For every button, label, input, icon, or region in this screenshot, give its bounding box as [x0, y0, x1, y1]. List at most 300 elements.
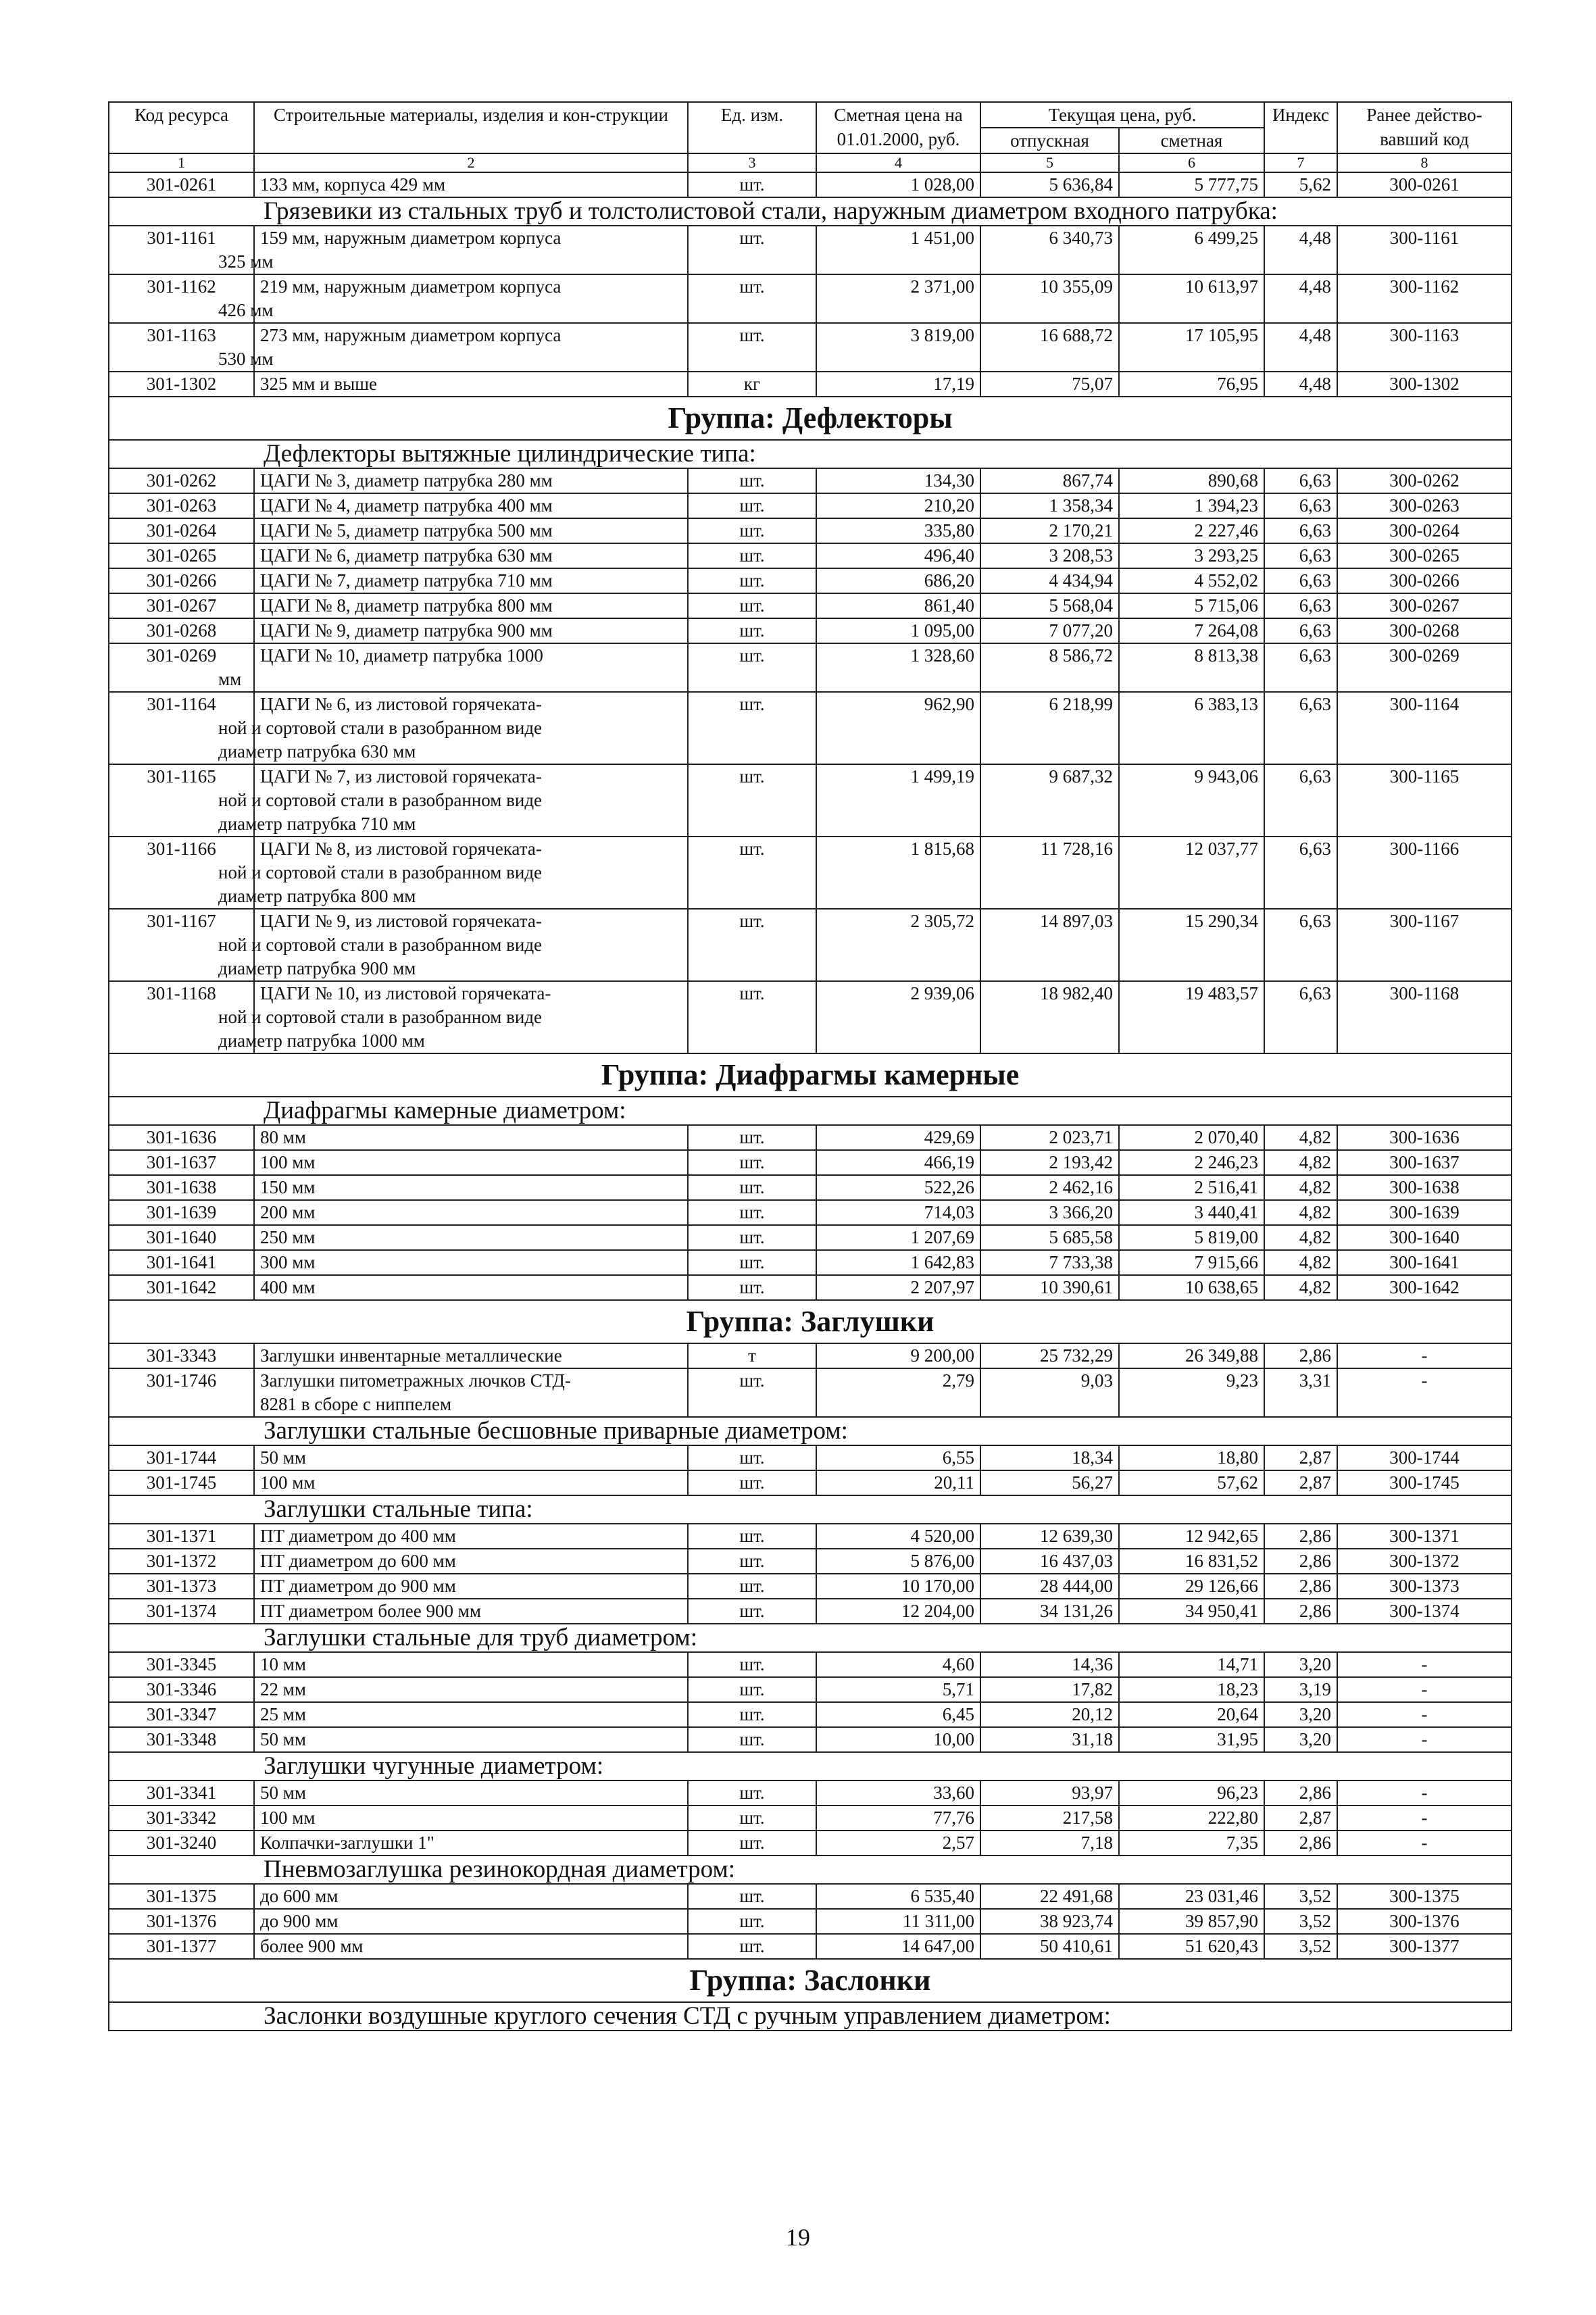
resource-code: 301-0266: [109, 568, 254, 593]
resource-code: 301-1168: [109, 981, 254, 1053]
resource-name-line: 273 мм, наружным диаметром корпуса: [260, 325, 562, 345]
previous-code: 300-1162: [1337, 274, 1512, 323]
estimate-price: 714,03: [816, 1200, 980, 1225]
estimate-current-price: 96,23: [1119, 1781, 1264, 1806]
release-price: 50 410,61: [980, 1934, 1119, 1959]
release-price: 2 462,16: [980, 1175, 1119, 1200]
release-price: 3 366,20: [980, 1200, 1119, 1225]
resource-code: 301-3347: [109, 1702, 254, 1727]
resource-name-line: 22 мм: [260, 1679, 306, 1699]
resource-code: 301-1165: [109, 764, 254, 837]
estimate-current-price: 8 813,38: [1119, 643, 1264, 692]
resource-name: [254, 1934, 688, 1959]
column-number: 6: [1119, 153, 1264, 172]
release-price: 75,07: [980, 372, 1119, 397]
unit: шт.: [688, 274, 816, 323]
header-prev-code: Ранее действо-вавший код: [1337, 102, 1512, 153]
price-index: 2,86: [1264, 1831, 1337, 1856]
previous-code: -: [1337, 1806, 1512, 1831]
resource-name: [254, 1727, 688, 1752]
resource-name: [254, 543, 688, 568]
page-number: 19: [786, 2224, 810, 2251]
release-price: 5 568,04: [980, 593, 1119, 618]
resource-name-line: 530 мм: [218, 349, 274, 369]
price-index: 2,86: [1264, 1549, 1337, 1574]
estimate-price: 14 647,00: [816, 1934, 980, 1959]
resource-name-line: 100 мм: [260, 1152, 316, 1172]
resource-name: [218, 323, 688, 372]
price-index: 2,87: [1264, 1806, 1337, 1831]
resource-name: [254, 1470, 688, 1495]
release-price: 28 444,00: [980, 1574, 1119, 1599]
resource-name: [254, 1200, 688, 1225]
resource-name-line: ПТ диаметром до 900 мм: [260, 1576, 456, 1596]
price-index: 2,87: [1264, 1445, 1337, 1470]
resource-name-line: 400 мм: [260, 1277, 316, 1297]
table-row: [109, 172, 1512, 197]
resource-name-line: 25 мм: [260, 1704, 306, 1724]
resource-code: 301-1163: [109, 323, 254, 372]
release-price: 20,12: [980, 1702, 1119, 1727]
resource-name-line: ЦАГИ № 6, из листовой горячеката-: [260, 694, 542, 714]
unit: шт.: [688, 692, 816, 764]
subgroup-title: Заглушки стальные типа:: [109, 1495, 1512, 1524]
resource-name-line: 200 мм: [260, 1202, 316, 1222]
subgroup-title: Пневмозаглушка резинокордная диаметром:: [109, 1856, 1512, 1884]
unit: шт.: [688, 618, 816, 643]
resource-name-line: ной и сортовой стали в разобранном виде: [218, 790, 543, 810]
estimate-current-price: 34 950,41: [1119, 1599, 1264, 1624]
resource-name-line: ЦАГИ № 4, диаметр патрубка 400 мм: [260, 495, 553, 516]
unit: шт.: [688, 593, 816, 618]
resource-name-line: ЦАГИ № 9, из листовой горячеката-: [260, 911, 542, 931]
column-number: 7: [1264, 153, 1337, 172]
price-index: 6,63: [1264, 837, 1337, 909]
table-row: [109, 1175, 1512, 1200]
resource-name-line: ной и сортовой стали в разобранном виде: [218, 1007, 543, 1027]
table-row: [109, 493, 1512, 518]
table-row: [109, 543, 1512, 568]
resource-code: 301-1636: [109, 1125, 254, 1150]
table-row: [109, 593, 1512, 618]
unit: шт.: [688, 909, 816, 981]
estimate-price: 3 819,00: [816, 323, 980, 372]
previous-code: -: [1337, 1652, 1512, 1677]
release-price: 25 732,29: [980, 1343, 1119, 1368]
column-number: 4: [816, 153, 980, 172]
resource-name: [254, 1125, 688, 1150]
release-price: 12 639,30: [980, 1524, 1119, 1549]
resource-name-line: ПТ диаметром более 900 мм: [260, 1601, 481, 1621]
resource-name: [254, 1806, 688, 1831]
estimate-price: 4 520,00: [816, 1524, 980, 1549]
estimate-current-price: 2 227,46: [1119, 518, 1264, 543]
resource-name-line: до 600 мм: [260, 1886, 339, 1906]
resource-name: [254, 1150, 688, 1175]
release-price: 18,34: [980, 1445, 1119, 1470]
resource-code: 301-3345: [109, 1652, 254, 1677]
release-price: 2 170,21: [980, 518, 1119, 543]
unit: шт.: [688, 1677, 816, 1702]
release-price: 10 355,09: [980, 274, 1119, 323]
resource-code: 301-3343: [109, 1343, 254, 1368]
previous-code: 300-0269: [1337, 643, 1512, 692]
estimate-price: 335,80: [816, 518, 980, 543]
subgroup-header-row: [109, 1856, 1512, 1884]
resource-name-line: ЦАГИ № 3, диаметр патрубка 280 мм: [260, 470, 553, 491]
price-table-page: [108, 101, 1511, 2031]
resource-name-line: Заглушки инвентарные металлические: [260, 1345, 562, 1366]
estimate-current-price: 5 819,00: [1119, 1225, 1264, 1250]
resource-name: [254, 1831, 688, 1856]
price-index: 3,31: [1264, 1368, 1337, 1417]
estimate-price: 17,19: [816, 372, 980, 397]
release-price: 16 437,03: [980, 1549, 1119, 1574]
price-index: 2,86: [1264, 1781, 1337, 1806]
table-row: [109, 1250, 1512, 1275]
resource-name-line: ЦАГИ № 9, диаметр патрубка 900 мм: [260, 620, 553, 641]
resource-code: 301-3346: [109, 1677, 254, 1702]
group-header-row: [109, 1300, 1512, 1343]
estimate-current-price: 51 620,43: [1119, 1934, 1264, 1959]
table-row: [109, 1225, 1512, 1250]
resource-name-line: 325 мм и выше: [260, 374, 378, 394]
estimate-current-price: 23 031,46: [1119, 1884, 1264, 1909]
estimate-current-price: 3 440,41: [1119, 1200, 1264, 1225]
table-row: [109, 1368, 1512, 1417]
resource-code: 301-1374: [109, 1599, 254, 1624]
unit: шт.: [688, 1727, 816, 1752]
unit: шт.: [688, 1831, 816, 1856]
estimate-current-price: 5 715,06: [1119, 593, 1264, 618]
resource-name: [254, 1702, 688, 1727]
release-price: 2 193,42: [980, 1150, 1119, 1175]
unit: шт.: [688, 172, 816, 197]
table-row: [109, 1599, 1512, 1624]
resource-code: 301-0267: [109, 593, 254, 618]
estimate-current-price: 12 037,77: [1119, 837, 1264, 909]
release-price: 8 586,72: [980, 643, 1119, 692]
release-price: 17,82: [980, 1677, 1119, 1702]
unit: шт.: [688, 1125, 816, 1150]
resource-name-line: ЦАГИ № 8, диаметр патрубка 800 мм: [260, 595, 553, 616]
previous-code: 300-1641: [1337, 1250, 1512, 1275]
table-row: [109, 1343, 1512, 1368]
release-price: 7 733,38: [980, 1250, 1119, 1275]
estimate-price: 1 095,00: [816, 618, 980, 643]
resource-name: [254, 1175, 688, 1200]
resource-name-line: 10 мм: [260, 1654, 306, 1674]
unit: шт.: [688, 1250, 816, 1275]
estimate-price: 1 451,00: [816, 226, 980, 274]
release-price: 14 897,03: [980, 909, 1119, 981]
resource-name-line: 50 мм: [260, 1729, 306, 1749]
resource-name: [254, 593, 688, 618]
estimate-current-price: 7 915,66: [1119, 1250, 1264, 1275]
resource-name: [254, 1652, 688, 1677]
subgroup-title: Диафрагмы камерные диаметром:: [109, 1097, 1512, 1125]
estimate-price: 861,40: [816, 593, 980, 618]
resource-name-line: 159 мм, наружным диаметром корпуса: [260, 228, 562, 248]
header-estimate-price: Сметная цена на 01.01.2000, руб.: [816, 102, 980, 153]
group-title: Группа: Диафрагмы камерные: [109, 1053, 1512, 1097]
group-header-row: [109, 1959, 1512, 2002]
resource-name-line: ной и сортовой стали в разобранном виде: [218, 862, 543, 882]
resource-name: [254, 1884, 688, 1909]
unit: шт.: [688, 493, 816, 518]
resource-name: [254, 172, 688, 197]
price-index: 6,63: [1264, 518, 1337, 543]
resource-code: 301-0262: [109, 468, 254, 493]
resource-name: [254, 1524, 688, 1549]
unit: шт.: [688, 518, 816, 543]
table-row: [109, 568, 1512, 593]
resource-name: [218, 764, 688, 837]
estimate-current-price: 18,23: [1119, 1677, 1264, 1702]
resource-code: 301-3342: [109, 1806, 254, 1831]
price-index: 4,48: [1264, 372, 1337, 397]
unit: шт.: [688, 1175, 816, 1200]
header-estimate-current: сметная: [1119, 128, 1264, 153]
estimate-current-price: 2 070,40: [1119, 1125, 1264, 1150]
unit: шт.: [688, 1884, 816, 1909]
resource-name: [254, 372, 688, 397]
estimate-price: 1 028,00: [816, 172, 980, 197]
estimate-price: 6,45: [816, 1702, 980, 1727]
column-number: 2: [254, 153, 688, 172]
resource-code: 301-1164: [109, 692, 254, 764]
price-index: 6,63: [1264, 643, 1337, 692]
table-row: [109, 618, 1512, 643]
price-index: 2,86: [1264, 1524, 1337, 1549]
resource-code: 301-1167: [109, 909, 254, 981]
estimate-current-price: 1 394,23: [1119, 493, 1264, 518]
estimate-current-price: 5 777,75: [1119, 172, 1264, 197]
estimate-current-price: 14,71: [1119, 1652, 1264, 1677]
resource-name-line: ЦАГИ № 10, диаметр патрубка 1000: [260, 645, 543, 666]
previous-code: 300-1166: [1337, 837, 1512, 909]
header-index: Индекс: [1264, 102, 1337, 153]
table-row: [109, 1524, 1512, 1549]
previous-code: 300-1168: [1337, 981, 1512, 1053]
unit: шт.: [688, 568, 816, 593]
resource-code: 301-1161: [109, 226, 254, 274]
release-price: 22 491,68: [980, 1884, 1119, 1909]
previous-code: 300-1167: [1337, 909, 1512, 981]
estimate-current-price: 16 831,52: [1119, 1549, 1264, 1574]
estimate-price: 20,11: [816, 1470, 980, 1495]
estimate-price: 9 200,00: [816, 1343, 980, 1368]
table-row: [109, 1549, 1512, 1574]
unit: шт.: [688, 981, 816, 1053]
previous-code: -: [1337, 1677, 1512, 1702]
unit: шт.: [688, 468, 816, 493]
estimate-price: 10 170,00: [816, 1574, 980, 1599]
estimate-price: 1 328,60: [816, 643, 980, 692]
subgroup-header-row: [109, 1495, 1512, 1524]
resource-name-line: 325 мм: [218, 251, 274, 272]
resource-code: 301-1373: [109, 1574, 254, 1599]
estimate-current-price: 29 126,66: [1119, 1574, 1264, 1599]
previous-code: 300-1745: [1337, 1470, 1512, 1495]
resource-code: 301-3341: [109, 1781, 254, 1806]
subgroup-title: Дефлекторы вытяжные цилиндрические типа:: [109, 440, 1512, 468]
resource-code: 301-0264: [109, 518, 254, 543]
price-index: 2,86: [1264, 1574, 1337, 1599]
table-row: [109, 909, 1512, 981]
estimate-price: 1 815,68: [816, 837, 980, 909]
estimate-price: 496,40: [816, 543, 980, 568]
previous-code: -: [1337, 1727, 1512, 1752]
resource-name: [254, 1677, 688, 1702]
unit: шт.: [688, 1524, 816, 1549]
release-price: 18 982,40: [980, 981, 1119, 1053]
price-index: 4,48: [1264, 226, 1337, 274]
estimate-price: 686,20: [816, 568, 980, 593]
estimate-current-price: 20,64: [1119, 1702, 1264, 1727]
resource-code: 301-0269: [109, 643, 254, 692]
resource-name: [254, 1275, 688, 1300]
release-price: 9 687,32: [980, 764, 1119, 837]
previous-code: 300-1744: [1337, 1445, 1512, 1470]
estimate-price: 2,57: [816, 1831, 980, 1856]
unit: шт.: [688, 837, 816, 909]
previous-code: 300-1163: [1337, 323, 1512, 372]
release-price: 6 218,99: [980, 692, 1119, 764]
unit: шт.: [688, 1445, 816, 1470]
resource-name-line: 100 мм: [260, 1472, 316, 1493]
price-index: 6,63: [1264, 568, 1337, 593]
resource-code: 301-1640: [109, 1225, 254, 1250]
resource-name-line: Заглушки питометражных лючков СТД-: [260, 1370, 571, 1391]
resource-name: [218, 837, 688, 909]
estimate-price: 10,00: [816, 1727, 980, 1752]
subgroup-header-row: [109, 1417, 1512, 1445]
table-row: [109, 1909, 1512, 1934]
resource-name-line: 100 мм: [260, 1808, 316, 1828]
column-number: 8: [1337, 153, 1512, 172]
unit: шт.: [688, 1470, 816, 1495]
estimate-current-price: 6 383,13: [1119, 692, 1264, 764]
estimate-current-price: 10 638,65: [1119, 1275, 1264, 1300]
resource-name: [254, 1909, 688, 1934]
previous-code: 300-0267: [1337, 593, 1512, 618]
release-price: 3 208,53: [980, 543, 1119, 568]
subgroup-header-row: [109, 1097, 1512, 1125]
resource-code: 301-1372: [109, 1549, 254, 1574]
release-price: 217,58: [980, 1806, 1119, 1831]
release-price: 7 077,20: [980, 618, 1119, 643]
resource-name-line: ной и сортовой стали в разобранном виде: [218, 935, 543, 955]
estimate-current-price: 12 942,65: [1119, 1524, 1264, 1549]
column-number: 3: [688, 153, 816, 172]
estimate-price: 1 642,83: [816, 1250, 980, 1275]
resource-code: 301-0263: [109, 493, 254, 518]
estimate-current-price: 39 857,90: [1119, 1909, 1264, 1934]
table-row: [109, 1125, 1512, 1150]
previous-code: -: [1337, 1368, 1512, 1417]
resource-name-line: более 900 мм: [260, 1936, 364, 1956]
price-index: 3,52: [1264, 1934, 1337, 1959]
resource-code: 301-1641: [109, 1250, 254, 1275]
header-unit: Ед. изм.: [688, 102, 816, 153]
previous-code: -: [1337, 1831, 1512, 1856]
estimate-price: 2 939,06: [816, 981, 980, 1053]
group-title: Группа: Заглушки: [109, 1300, 1512, 1343]
resource-name: [254, 1599, 688, 1624]
resource-name-line: ЦАГИ № 7, диаметр патрубка 710 мм: [260, 570, 553, 591]
header-name: Строительные материалы, изделия и кон-струкции: [254, 102, 688, 153]
subgroup-title: Грязевики из стальных труб и толстолистовой стали, наружным диаметром входного патрубка:: [109, 197, 1512, 226]
resource-name-line: диаметр патрубка 800 мм: [218, 886, 416, 906]
table-row: [109, 1200, 1512, 1225]
price-index: 6,63: [1264, 493, 1337, 518]
price-index: 4,48: [1264, 323, 1337, 372]
price-index: 6,63: [1264, 618, 1337, 643]
release-price: 9,03: [980, 1368, 1119, 1417]
resource-code: 301-1302: [109, 372, 254, 397]
release-price: 31,18: [980, 1727, 1119, 1752]
price-index: 4,82: [1264, 1125, 1337, 1150]
estimate-price: 1 207,69: [816, 1225, 980, 1250]
release-price: 38 923,74: [980, 1909, 1119, 1934]
unit: т: [688, 1343, 816, 1368]
resource-code: 301-1376: [109, 1909, 254, 1934]
resource-code: 301-1639: [109, 1200, 254, 1225]
table-row: [109, 837, 1512, 909]
previous-code: 300-1636: [1337, 1125, 1512, 1150]
table-row: [109, 1445, 1512, 1470]
resource-name-line: 150 мм: [260, 1177, 316, 1197]
resource-name: [254, 1781, 688, 1806]
estimate-current-price: 10 613,97: [1119, 274, 1264, 323]
unit: шт.: [688, 323, 816, 372]
price-index: 5,62: [1264, 172, 1337, 197]
estimate-price: 466,19: [816, 1150, 980, 1175]
resource-name-line: диаметр патрубка 630 мм: [218, 741, 416, 762]
resource-code: 301-0268: [109, 618, 254, 643]
previous-code: 300-1164: [1337, 692, 1512, 764]
resource-code: 301-1162: [109, 274, 254, 323]
resource-name: [254, 493, 688, 518]
price-index: 4,82: [1264, 1225, 1337, 1250]
price-index: 4,82: [1264, 1175, 1337, 1200]
resource-name-line: мм: [218, 669, 242, 689]
table-row: [109, 372, 1512, 397]
previous-code: 300-1638: [1337, 1175, 1512, 1200]
resource-name-line: ЦАГИ № 6, диаметр патрубка 630 мм: [260, 545, 553, 566]
estimate-price: 2 371,00: [816, 274, 980, 323]
resource-name-line: 50 мм: [260, 1447, 306, 1468]
table-row: [109, 1677, 1512, 1702]
header-code: Код ресурса: [109, 102, 254, 153]
subgroup-header-row: [109, 2002, 1512, 2031]
estimate-current-price: 6 499,25: [1119, 226, 1264, 274]
estimate-price: 2,79: [816, 1368, 980, 1417]
previous-code: 300-1375: [1337, 1884, 1512, 1909]
previous-code: 300-0263: [1337, 493, 1512, 518]
group-title: Группа: Заслонки: [109, 1959, 1512, 2002]
resource-name-line: 133 мм, корпуса 429 мм: [260, 174, 446, 195]
resource-name-line: диаметр патрубка 710 мм: [218, 814, 416, 834]
table-row: [109, 518, 1512, 543]
resource-name-line: ЦАГИ № 8, из листовой горячеката-: [260, 839, 542, 859]
resource-name-line: до 900 мм: [260, 1911, 339, 1931]
previous-code: 300-1642: [1337, 1275, 1512, 1300]
estimate-current-price: 31,95: [1119, 1727, 1264, 1752]
resource-name: [254, 518, 688, 543]
table-row: [109, 1470, 1512, 1495]
